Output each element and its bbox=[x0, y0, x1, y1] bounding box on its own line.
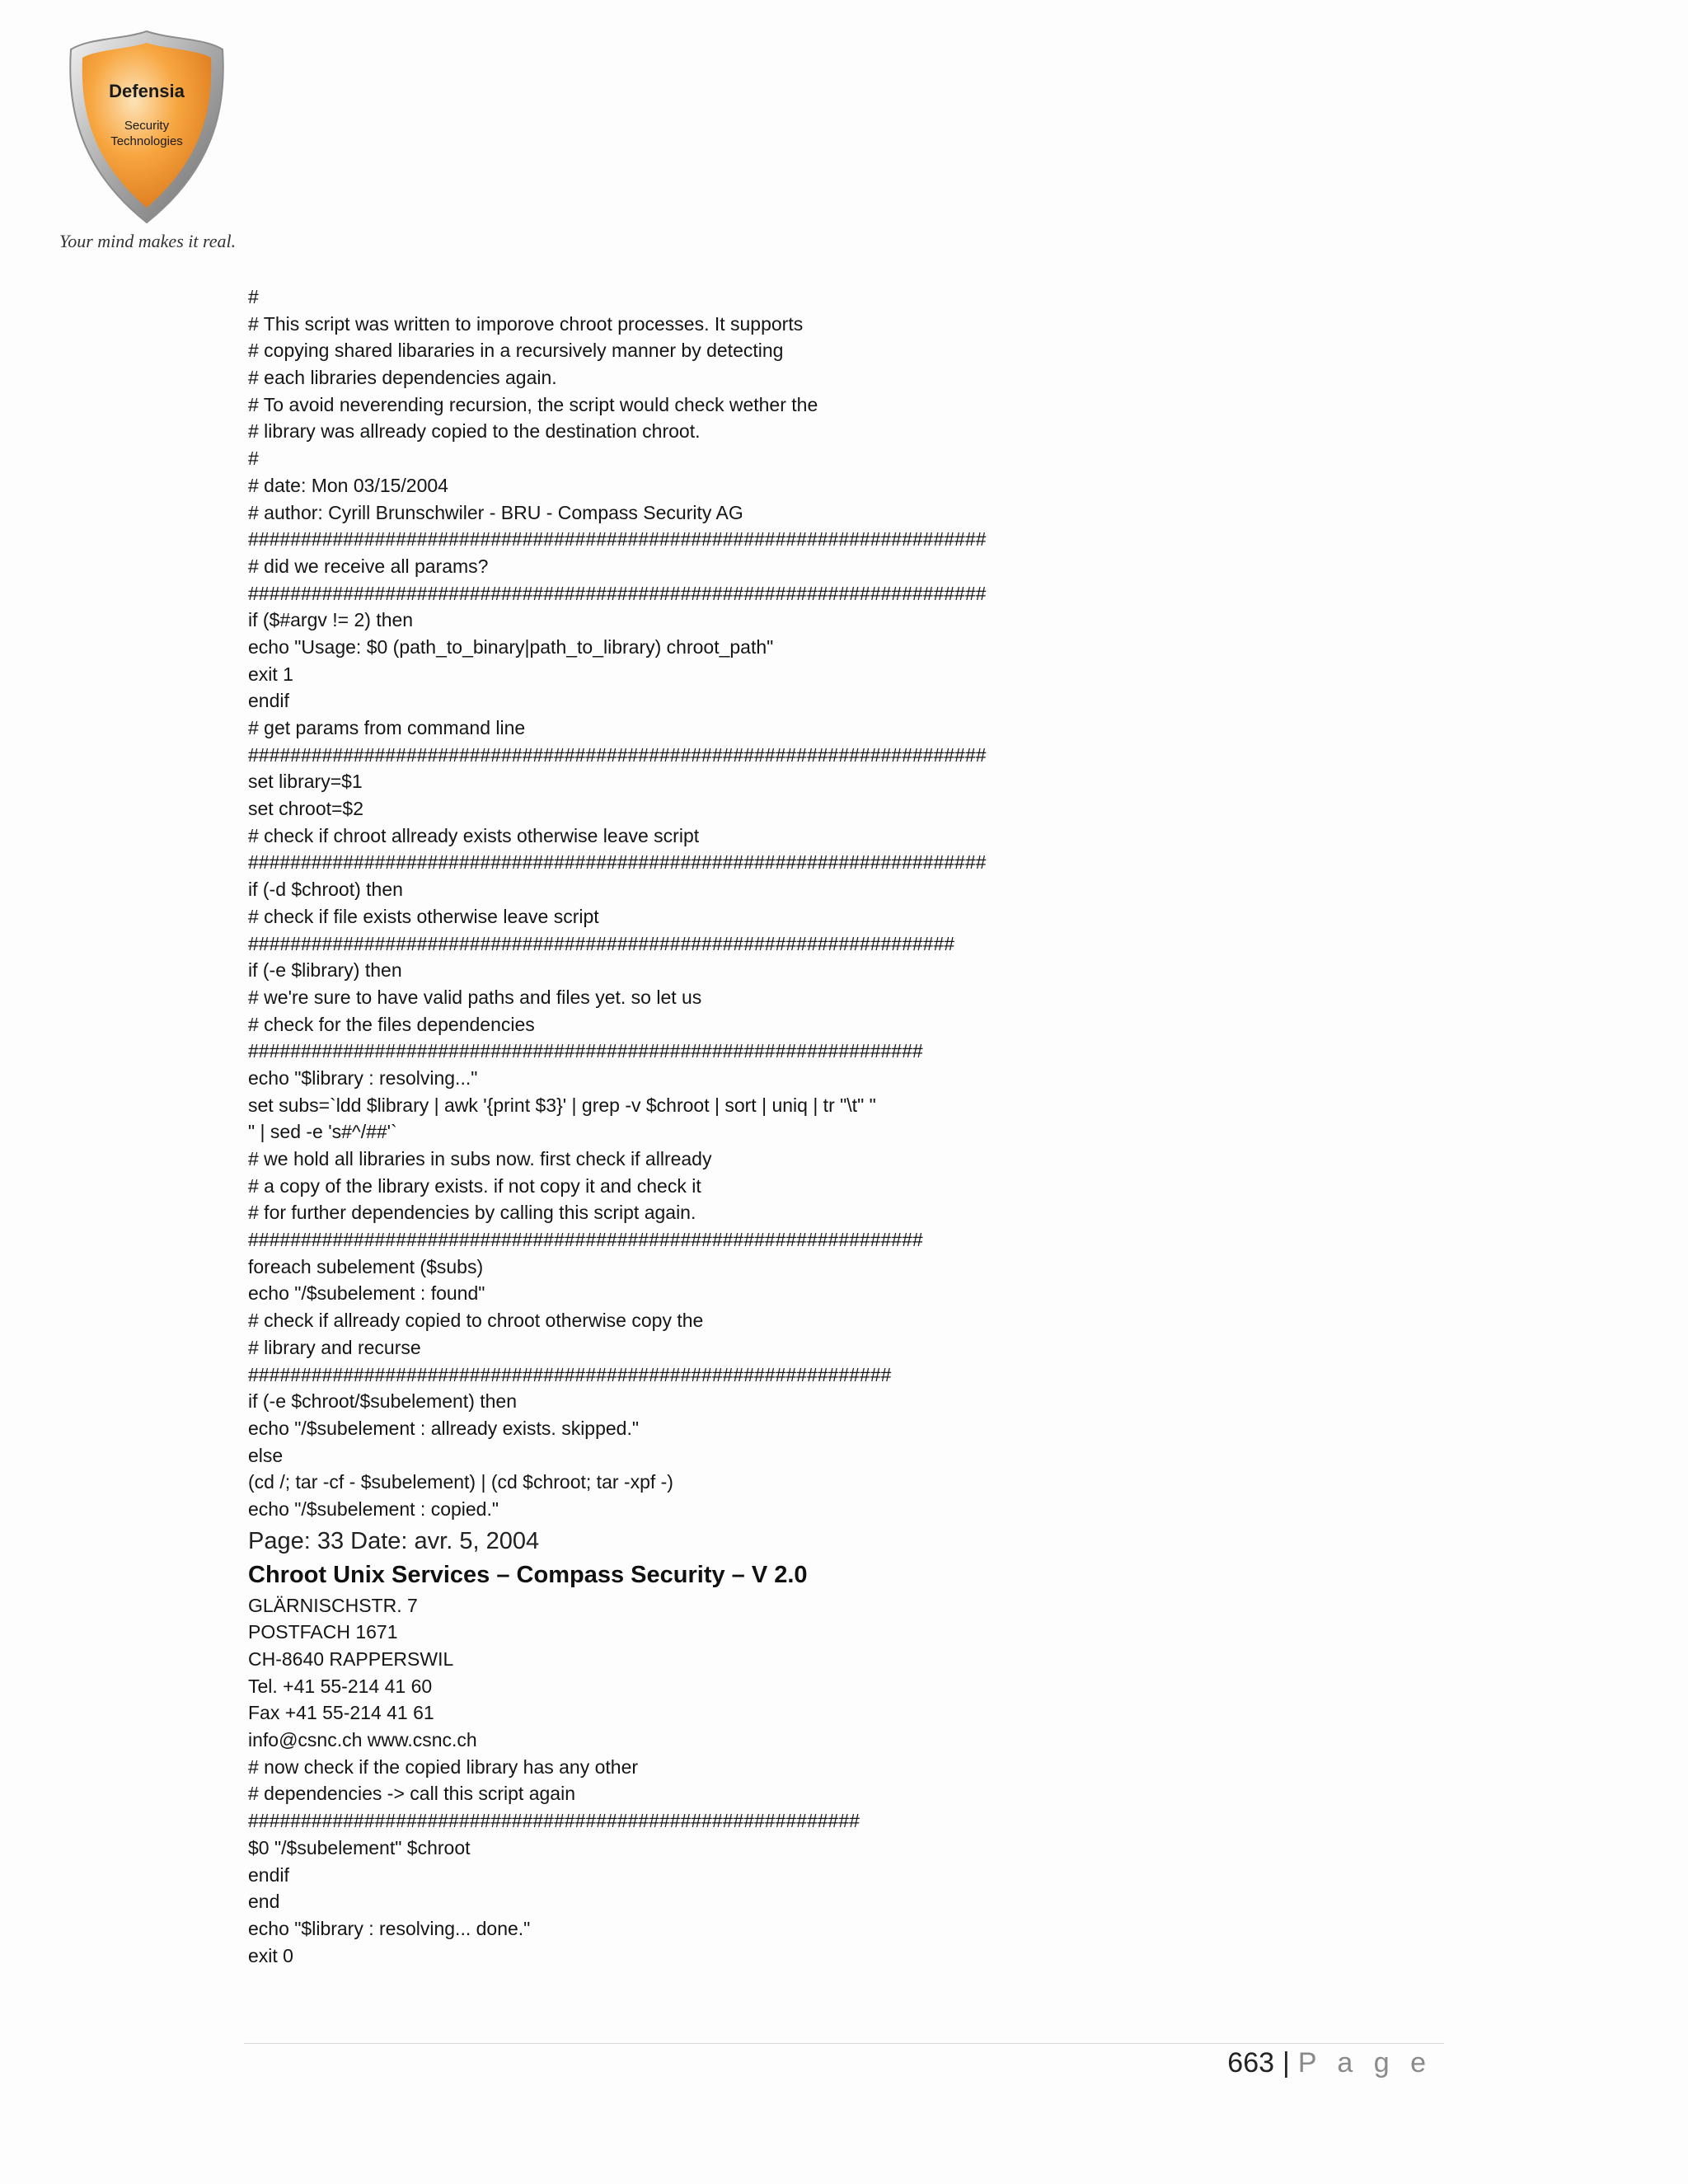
code-line: echo "Usage: $0 (path_to_binary|path_to_library) chroot_path" bbox=[248, 635, 774, 658]
code-line: (cd /; tar -cf - $subelement) | (cd $chroot; tar -xpf -) bbox=[248, 1471, 673, 1493]
shield-icon bbox=[56, 25, 237, 239]
company-address-block bbox=[248, 1592, 1443, 1754]
code-line: echo "/$subelement : allready exists. skipped." bbox=[248, 1417, 640, 1439]
code-line: ###################################################################### bbox=[248, 582, 987, 604]
code-line: # a copy of the library exists. if not copy it and check it bbox=[248, 1174, 701, 1197]
logo-subtitle-line1: Security bbox=[124, 119, 170, 133]
code-line: # date: Mon 03/15/2004 bbox=[248, 474, 448, 496]
code-line: # we hold all libraries in subs now. first check if allready bbox=[248, 1148, 712, 1169]
code-line: # check if allready copied to chroot otherwise copy the bbox=[248, 1310, 704, 1332]
code-line: ################################################################ bbox=[248, 1229, 923, 1251]
code-line: # get params from command line bbox=[248, 717, 526, 738]
code-line: set chroot=$2 bbox=[248, 798, 364, 820]
code-line: # check if chroot allready exists otherwise leave script bbox=[248, 824, 700, 846]
code-line: ################################################################### bbox=[248, 932, 955, 954]
tagline-text: Your mind makes it real. bbox=[59, 231, 237, 251]
code-line: # author: Cyrill Brunschwiler - BRU - Compass Security AG bbox=[248, 501, 743, 523]
code-line: echo "$library : resolving..." bbox=[248, 1066, 478, 1089]
code-line: # library and recurse bbox=[248, 1336, 421, 1358]
code-line: # This script was written to imporove chroot processes. It supports bbox=[248, 312, 804, 335]
page-info: Page: 33 Date: avr. 5, 2004 bbox=[248, 1527, 540, 1554]
code-line: ###################################################################### bbox=[248, 528, 987, 551]
code-line: # library was allready copied to the destination chroot. bbox=[248, 420, 701, 443]
code-line: exit 0 bbox=[248, 1944, 293, 1966]
code-line: endif bbox=[248, 1863, 289, 1886]
code-line: # bbox=[248, 448, 259, 470]
code-line: if ($#argv != 2) then bbox=[248, 609, 414, 631]
address-line: POSTFACH 1671 bbox=[248, 1621, 398, 1643]
code-line: ################################################################ bbox=[248, 1040, 923, 1062]
address-line: info@csnc.ch www.csnc.ch bbox=[248, 1729, 477, 1751]
code-line: set library=$1 bbox=[248, 771, 363, 793]
code-line: echo "/$subelement : found" bbox=[248, 1282, 485, 1305]
code-line: " | sed -e 's#^/##'` bbox=[248, 1121, 397, 1143]
script-code-block-bottom bbox=[248, 1754, 1443, 1970]
code-line: # for further dependencies by calling this script again. bbox=[248, 1202, 696, 1224]
code-line: echo "$library : resolving... done." bbox=[248, 1917, 531, 1939]
logo-subtitle-line2: Technologies bbox=[110, 134, 183, 148]
code-line: ###################################################################### bbox=[248, 743, 987, 766]
code-line: $0 "/$subelement" $chroot bbox=[248, 1836, 471, 1858]
code-line: # copying shared libararies in a recursively manner by detecting bbox=[248, 340, 784, 362]
code-line: # check if file exists otherwise leave script bbox=[248, 905, 599, 927]
address-line: Fax +41 55-214 41 61 bbox=[248, 1702, 434, 1724]
logo-brand-text: Defensia bbox=[109, 81, 185, 101]
script-code-block-top bbox=[248, 284, 1443, 1523]
code-line: ###################################################################### bbox=[248, 851, 987, 874]
document-title: Chroot Unix Services – Compass Security – V 2.0 bbox=[248, 1561, 808, 1588]
code-line: # now check if the copied library has any other bbox=[248, 1755, 639, 1778]
code-line: set subs=`ldd $library | awk '{print $3}' | grep -v $chroot | sort | uniq | tr "\t" " bbox=[248, 1094, 876, 1116]
address-line: GLÄRNISCHSTR. 7 bbox=[248, 1594, 418, 1616]
code-line: # dependencies -> call this script again bbox=[248, 1783, 575, 1805]
code-line: exit 1 bbox=[248, 663, 293, 685]
logo-tagline bbox=[58, 224, 256, 257]
address-line: CH-8640 RAPPERSWIL bbox=[248, 1648, 454, 1670]
code-line: # did we receive all params? bbox=[248, 555, 489, 577]
code-line: # each libraries dependencies again. bbox=[248, 367, 557, 389]
page-label: P a g e bbox=[1297, 2047, 1432, 2079]
page-number: 663 bbox=[1227, 2047, 1275, 2079]
code-line: # To avoid neverending recursion, the script would check wether the bbox=[248, 393, 818, 415]
code-line: ########################################################## bbox=[248, 1810, 860, 1832]
code-line: if (-e $library) then bbox=[248, 959, 402, 982]
footer-separator: | bbox=[1282, 2047, 1290, 2079]
code-line: foreach subelement ($subs) bbox=[248, 1255, 484, 1277]
document-body bbox=[248, 284, 1443, 1969]
code-line: endif bbox=[248, 690, 289, 712]
code-line: end bbox=[248, 1891, 280, 1913]
code-line: else bbox=[248, 1444, 284, 1466]
code-line: if (-e $chroot/$subelement) then bbox=[248, 1390, 518, 1413]
code-line: # check for the files dependencies bbox=[248, 1013, 535, 1035]
footer-divider bbox=[244, 2043, 1444, 2044]
code-line: if (-d $chroot) then bbox=[248, 879, 403, 901]
code-line: # bbox=[248, 286, 259, 307]
page-footer bbox=[1227, 2047, 1432, 2079]
code-line: echo "/$subelement : copied." bbox=[248, 1497, 499, 1520]
address-line: Tel. +41 55-214 41 60 bbox=[248, 1675, 433, 1697]
code-line: ############################################################# bbox=[248, 1363, 892, 1385]
code-line: # we're sure to have valid paths and files yet. so let us bbox=[248, 986, 702, 1008]
